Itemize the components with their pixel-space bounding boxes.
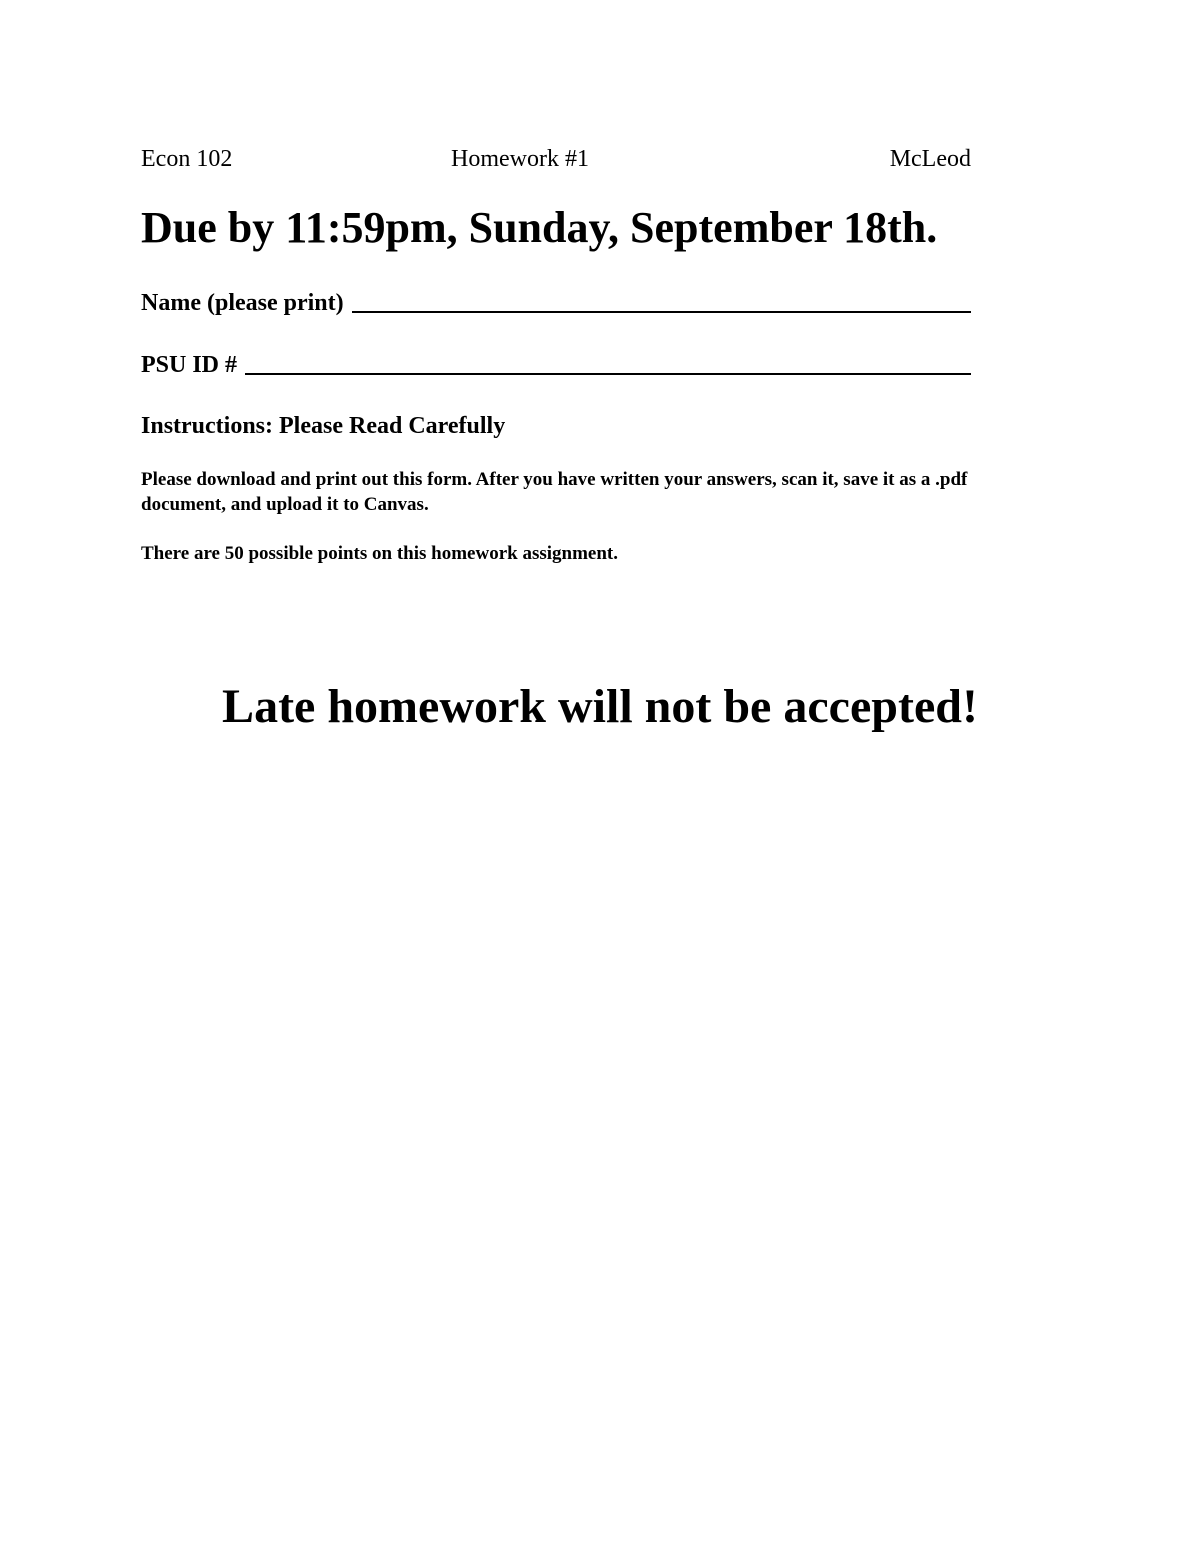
document-header — [141, 143, 971, 175]
late-notice: Late homework will not be accepted! — [222, 680, 978, 733]
instructions-heading: Instructions: Please Read Carefully — [141, 413, 506, 439]
due-date-heading: Due by 11:59pm, Sunday, September 18th. — [141, 203, 938, 252]
name-field-label: Name (please print) — [141, 290, 344, 316]
course-name: Econ 102 — [141, 146, 233, 172]
assignment-title: Homework #1 — [451, 146, 589, 172]
psu-id-field — [141, 347, 971, 379]
instructor-name: McLeod — [889, 146, 971, 172]
instructions-paragraph: Please download and print out this form. After you have written your answers, scan it, save it as a .pdf document, and upload it to Canvas. — [141, 469, 968, 515]
name-write-line — [352, 311, 971, 313]
points-paragraph: There are 50 possible points on this homework assignment. — [141, 543, 618, 564]
name-field — [141, 285, 971, 317]
psu-id-write-line — [245, 373, 971, 375]
psu-id-field-label: PSU ID # — [141, 352, 238, 378]
